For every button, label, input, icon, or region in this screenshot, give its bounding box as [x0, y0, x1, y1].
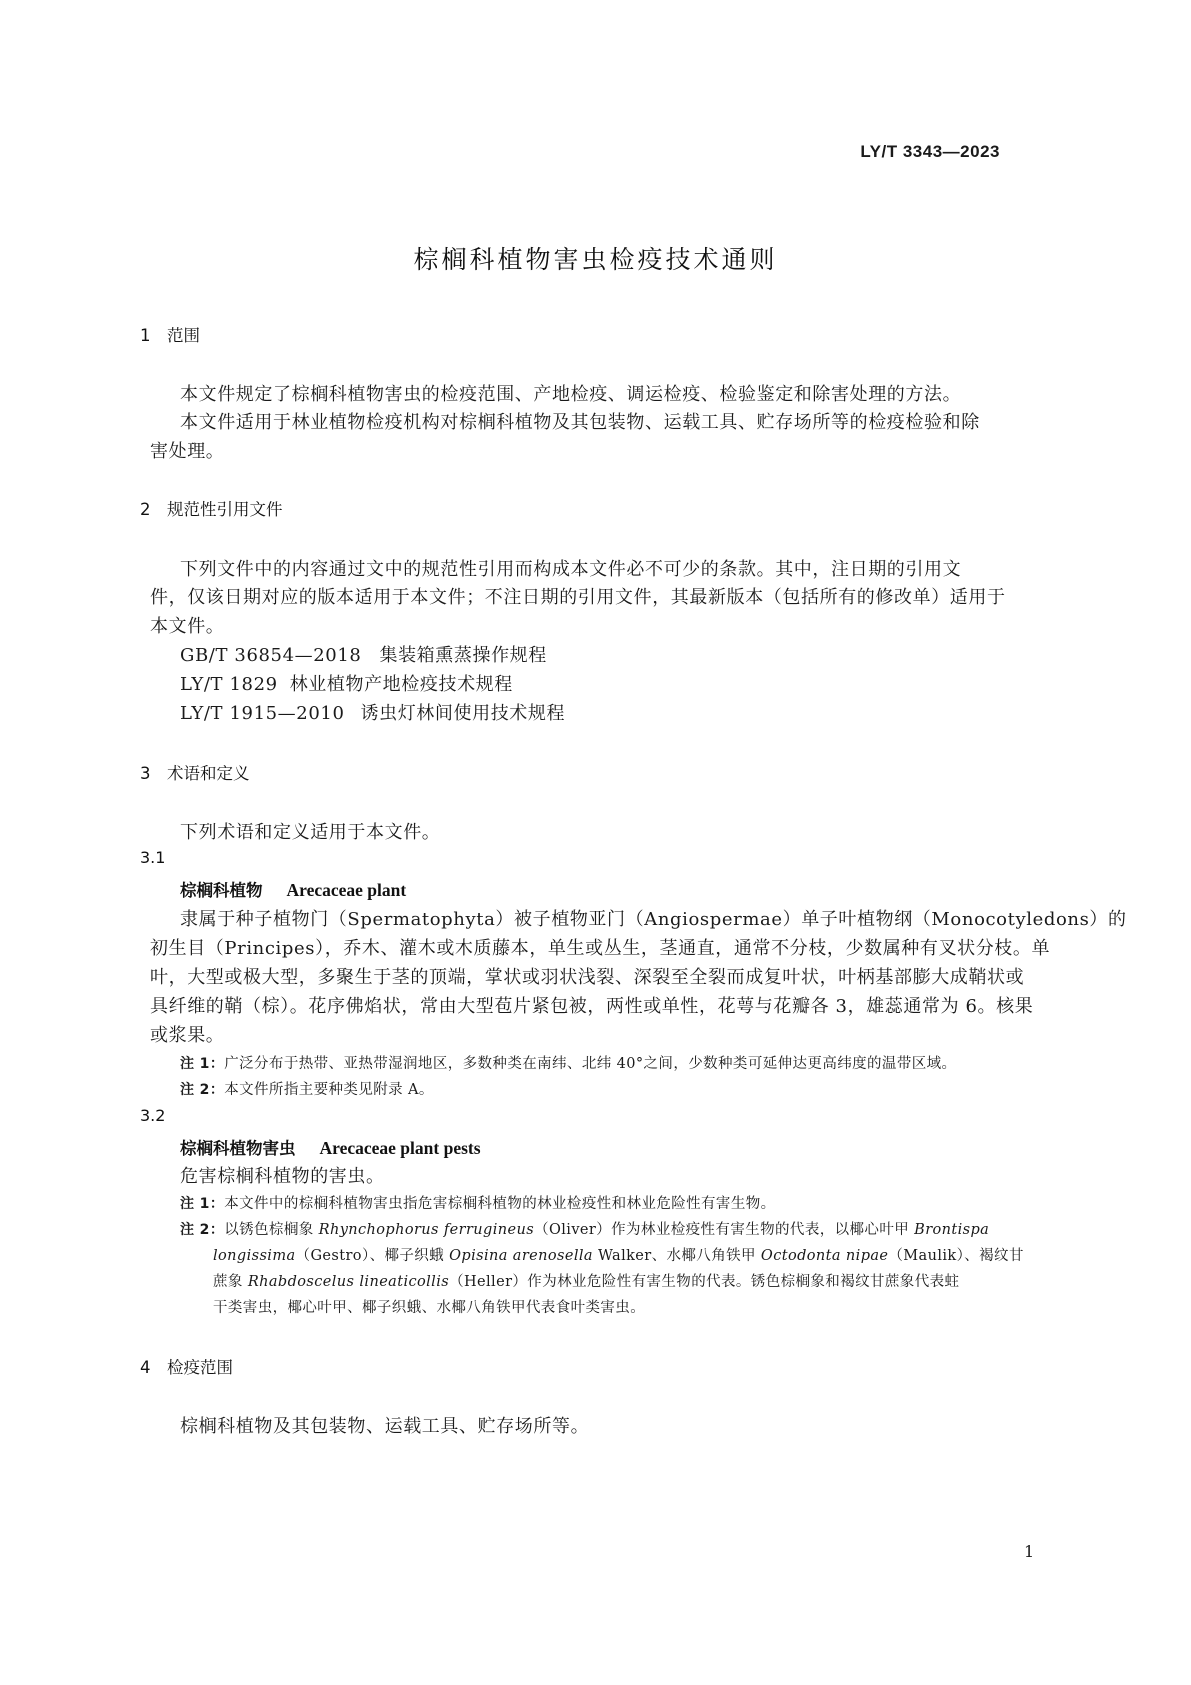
- definition-line: 或浆果。: [150, 1025, 225, 1046]
- section-title: 范围: [167, 326, 200, 345]
- term-chinese: 棕榈科植物: [180, 881, 263, 900]
- reference-title: 林业植物产地检疫技术规程: [289, 674, 513, 695]
- paragraph-continuation: 本文件。: [150, 616, 225, 637]
- paragraph: 棕榈科植物及其包装物、运载工具、贮存场所等。: [180, 1416, 590, 1437]
- reference-code: LY/T 1829: [180, 674, 278, 695]
- note: [180, 1078, 434, 1099]
- species-name: Rhynchophorus ferrugineus: [318, 1222, 535, 1238]
- paragraph: 下列术语和定义适用于本文件。: [180, 822, 441, 843]
- section-heading-2: [140, 496, 283, 520]
- section-heading-3: [140, 760, 250, 784]
- species-name: Rhabdoscelus lineaticollis: [247, 1274, 450, 1290]
- species-name: Opisina arenosella: [449, 1248, 593, 1264]
- section-number: 3: [140, 764, 151, 783]
- note-text: （Gestro）、椰子织蛾: [295, 1248, 450, 1264]
- term-heading: [180, 1135, 481, 1159]
- note-text: 本文件中的棕榈科植物害虫指危害棕榈科植物的林业检疫性和林业危险性有害生物。: [224, 1196, 776, 1212]
- reference-code: GB/T 36854—2018: [180, 645, 362, 666]
- note-continuation: [213, 1296, 645, 1317]
- note-text: Walker、水椰八角铁甲: [592, 1248, 761, 1264]
- note-label: 注 1：: [180, 1196, 225, 1212]
- section-title: 检疫范围: [167, 1358, 233, 1377]
- note-text: （Maulik）、褐纹甘: [888, 1248, 1024, 1264]
- page-number: 1: [1024, 1542, 1035, 1561]
- section-title: 规范性引用文件: [167, 500, 283, 519]
- term-number: 3.2: [140, 1106, 166, 1125]
- note-text: 蔗象: [213, 1274, 248, 1290]
- section-heading-4: [140, 1354, 233, 1378]
- definition-line: 叶，大型或极大型，多聚生于茎的顶端，掌状或羽状浅裂、深裂至全裂而成复叶状，叶柄基部膨大成鞘状或: [150, 967, 1025, 988]
- note-label: 注 2：: [180, 1082, 225, 1098]
- note-continuation: [213, 1270, 959, 1291]
- definition-line: 初生目（Principes），乔木、灌木或木质藤本，单生或丛生，茎通直，通常不分枝，少数属种有叉状分枝。单: [150, 938, 1051, 959]
- note-label: 注 1：: [180, 1056, 225, 1072]
- note-text: 以锈色棕榈象: [224, 1222, 319, 1238]
- section-heading-1: [140, 322, 200, 346]
- note: [180, 1192, 776, 1213]
- definition-line: 具纤维的鞘（棕）。花序佛焰状，常由大型苞片紧包被，两性或单性，花萼与花瓣各 3，雄蕊通常为 6。核果: [150, 996, 1034, 1017]
- reference-title: 集装箱熏蒸操作规程: [379, 645, 547, 666]
- section-number: 2: [140, 500, 151, 519]
- paragraph: 下列文件中的内容通过文中的规范性引用而构成本文件必不可少的条款。其中，注日期的引用文: [180, 559, 962, 580]
- note-text: 本文件所指主要种类见附录 A。: [224, 1082, 434, 1098]
- paragraph-continuation: 件，仅该日期对应的版本适用于本文件；不注日期的引用文件，其最新版本（包括所有的修改单）适用于: [150, 587, 1006, 608]
- term-chinese: 棕榈科植物害虫: [180, 1139, 296, 1158]
- species-name: longissima: [213, 1248, 296, 1264]
- species-name: Brontispa: [914, 1222, 990, 1238]
- paragraph-continuation: 害处理。: [150, 441, 225, 462]
- document-title: 棕榈科植物害虫检疫技术通则: [413, 245, 778, 274]
- species-name: Octodonta nipae: [760, 1248, 889, 1264]
- section-number: 4: [140, 1358, 151, 1377]
- term-english: Arecaceae plant pests: [319, 1138, 481, 1158]
- paragraph: 本文件规定了棕榈科植物害虫的检疫范围、产地检疫、调运检疫、检验鉴定和除害处理的方法。: [180, 384, 962, 405]
- definition-line: 危害棕榈科植物的害虫。: [180, 1166, 385, 1187]
- definition-line: 隶属于种子植物门（Spermatophyta）被子植物亚门（Angiospermae）单子叶植物纲（Monocotyledons）的: [180, 909, 1127, 930]
- section-number: 1: [140, 326, 151, 345]
- reference-item: [180, 641, 547, 667]
- reference-item: [180, 699, 565, 725]
- note-text: （Oliver）作为林业检疫性有害生物的代表，以椰心叶甲: [534, 1222, 915, 1238]
- reference-item: [180, 670, 513, 696]
- section-title: 术语和定义: [167, 764, 250, 783]
- reference-code: LY/T 1915—2010: [180, 703, 345, 724]
- note-text: 干类害虫，椰心叶甲、椰子织蛾、水椰八角铁甲代表食叶类害虫。: [213, 1300, 646, 1316]
- standard-code: LY/T 3343—2023: [860, 142, 1000, 161]
- reference-title: 诱虫灯林间使用技术规程: [360, 703, 566, 724]
- term-number: 3.1: [140, 848, 166, 867]
- note-continuation: [213, 1244, 1024, 1265]
- note-label: 注 2：: [180, 1222, 225, 1238]
- term-english: Arecaceae plant: [286, 880, 407, 900]
- note-text: （Heller）作为林业危险性有害生物的代表。锈色棕榈象和褐纹甘蔗象代表蛀: [449, 1274, 960, 1290]
- paragraph: 本文件适用于林业植物检疫机构对棕榈科植物及其包装物、运载工具、贮存场所等的检疫检验和除: [180, 412, 980, 433]
- note: [180, 1052, 956, 1073]
- note: [180, 1218, 989, 1239]
- term-heading: [180, 877, 406, 901]
- note-text: 广泛分布于热带、亚热带湿润地区，多数种类在南纬、北纬 40°之间，少数种类可延伸达更高纬度的温带区域。: [224, 1056, 957, 1072]
